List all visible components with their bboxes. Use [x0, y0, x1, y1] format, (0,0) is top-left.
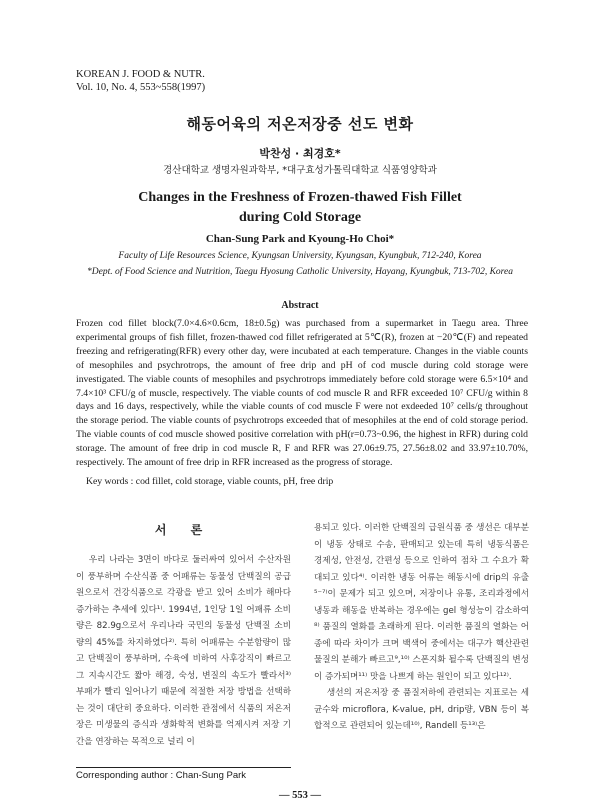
- keywords: Key words : cod fillet, cold storage, viable counts, pH, free drip: [86, 476, 334, 487]
- english-title: [0, 188, 600, 228]
- affiliation-2: *Dept. of Food Science and Nutrition, Taegu Hyosung Catholic University, Hayang, Kyungbuk, 713-702, Korea: [87, 267, 513, 277]
- abstract-heading: Abstract: [281, 300, 319, 311]
- corresponding-author: Corresponding author : Chan-Sung Park: [76, 770, 247, 781]
- korean-affiliation: 경산대학교 생명자원과학부, *대구효성가톨릭대학교 식품영양학과: [163, 165, 437, 176]
- abstract-body: Frozen cod fillet block(7.0×4.6×0.6cm, 18±0.5g) was purchased from a supermarket in Taegu area. Three experimental groups of fish fillet, frozen-thawed cod fillet refrigerated at 5℃(R), frozen at −20℃(F) and repeated freezing and refrigerating(RFR) every other day, were incubated at each temperature. Changes in the viable counts of mesophiles and psychrotrops, the amount of free drip and pH of cod muscle during cold storage were investigated. The viable counts of mesophiles and psychrotrops immediately before cold storage were 6.5×10⁴ and 7.4×10³ CFU/g of muscle, respectively. The viable counts of cod muscle R and RFR exceeded 10⁷ CFU/g within 8 days and 16 days, respectively, while the viable counts of cod muscle F were not exdeeded 10⁷ cells/g throughout the storage period. The viable counts of psychrotrops exceeded that of mesophiles at the end of cold storage period. The viable counts of cod muscle showed positive correlation with pH(r=0.73~0.96, the highest in RFR) during cold storage. The amount of free drip in cod muscle R, F and RFR was 27.06±9.75, 27.56±8.02 and 33.97±10.70%, respectively. The amount of free drip in RFR increased as the progress of storage.: [76, 318, 528, 469]
- intro-paragraph-2: 용되고 있다. 이러한 단백질의 급원식품 중 생선은 대부분이 냉동 상태로 수송, 판매되고 있는데 특히 냉동식품은 경제성, 안전성, 간편성 등으로 인하여 점차 그 수요가 확대되고 있다⁴⁾. 이러한 냉동 어류는 해동시에 drip의 유출⁵⁻⁷⁾이 문제가 되고 있으며, 저장이나 유통, 조리과정에서 냉동과 해동을 반복하는 경우에는 gel 형성능이 감소하여⁸⁾ 품질의 열화를 초래하게 된다. 이러한 품질의 열화는 어종에 따라 차이가 크며 백색어 중에서는 대구가 핵산관련물질의 분해가 빠르고⁹,¹⁰⁾ 스폰지화 될수록 단백질의 변성이 증가되며¹¹⁾ 맛을 나쁘게 하는 원인이 되고 있다¹²⁾.: [314, 523, 529, 682]
- journal-name: KOREAN J. FOOD & NUTR.: [76, 69, 205, 80]
- journal-volume: Vol. 10, No. 4, 553~558(1997): [76, 82, 206, 93]
- intro-paragraph-1: 우리 나라는 3면이 바다로 둘러싸여 있어서 수산자원이 풍부하며 수산식품 중 어패류는 동물성 단백질의 공급원으로서 건강식품으로 각광을 받고 있어 소비가 해마다 증가하는 추세에 있다¹⁾. 1994년, 1인당 1일 어패류 소비량은 82.9g으로서 우리나라 국민의 동물성 단백질 소비량의 45%를 차지하였다²⁾. 특히 어패류는 수분함량이 많고 단백질이 풍부하며, 수육에 비하여 사후강직이 빠르고 그 지속시간도 짧아 해경, 숙성, 변질의 속도가 빨라서³⁾ 부패가 빨리 일어나기 때문에 적절한 저장 방법을 선택하는 것이 대단히 중요하다. 이러한 관점에서 식품의 저온저장은 미생물의 증식과 생화학적 변화를 억제시켜 저장 기간을 연장하는 목적으로 널리 이: [76, 555, 291, 747]
- affiliation-1: Faculty of Life Resources Science, Kyungsan University, Kyungsan, Kyungbuk, 712-240, Korea: [118, 251, 482, 261]
- footnote-divider: [76, 767, 291, 768]
- english-title-line-1: Changes in the Freshness of Frozen-thawed Fish Fillet: [138, 190, 462, 205]
- korean-title: 해동어육의 저온저장중 선도 변화: [186, 115, 414, 133]
- right-column: [314, 520, 529, 735]
- page-number: — 553 —: [279, 790, 321, 801]
- left-column: [76, 520, 291, 750]
- intro-heading: 서 론: [154, 523, 213, 537]
- journal-header: [76, 68, 205, 94]
- intro-paragraph-3: 생선의 저온저장 중 품질저하에 관련되는 지표로는 세균수와 microflora, K-value, pH, drip량, VBN 등이 복합적으로 관련되어 있는데¹⁰⁾, Randell 등¹³⁾은: [314, 688, 529, 731]
- english-title-line-2: during Cold Storage: [238, 210, 362, 225]
- english-authors: Chan-Sung Park and Kyoung-Ho Choi*: [205, 233, 395, 245]
- korean-authors: 박찬성 · 최경호*: [259, 147, 341, 160]
